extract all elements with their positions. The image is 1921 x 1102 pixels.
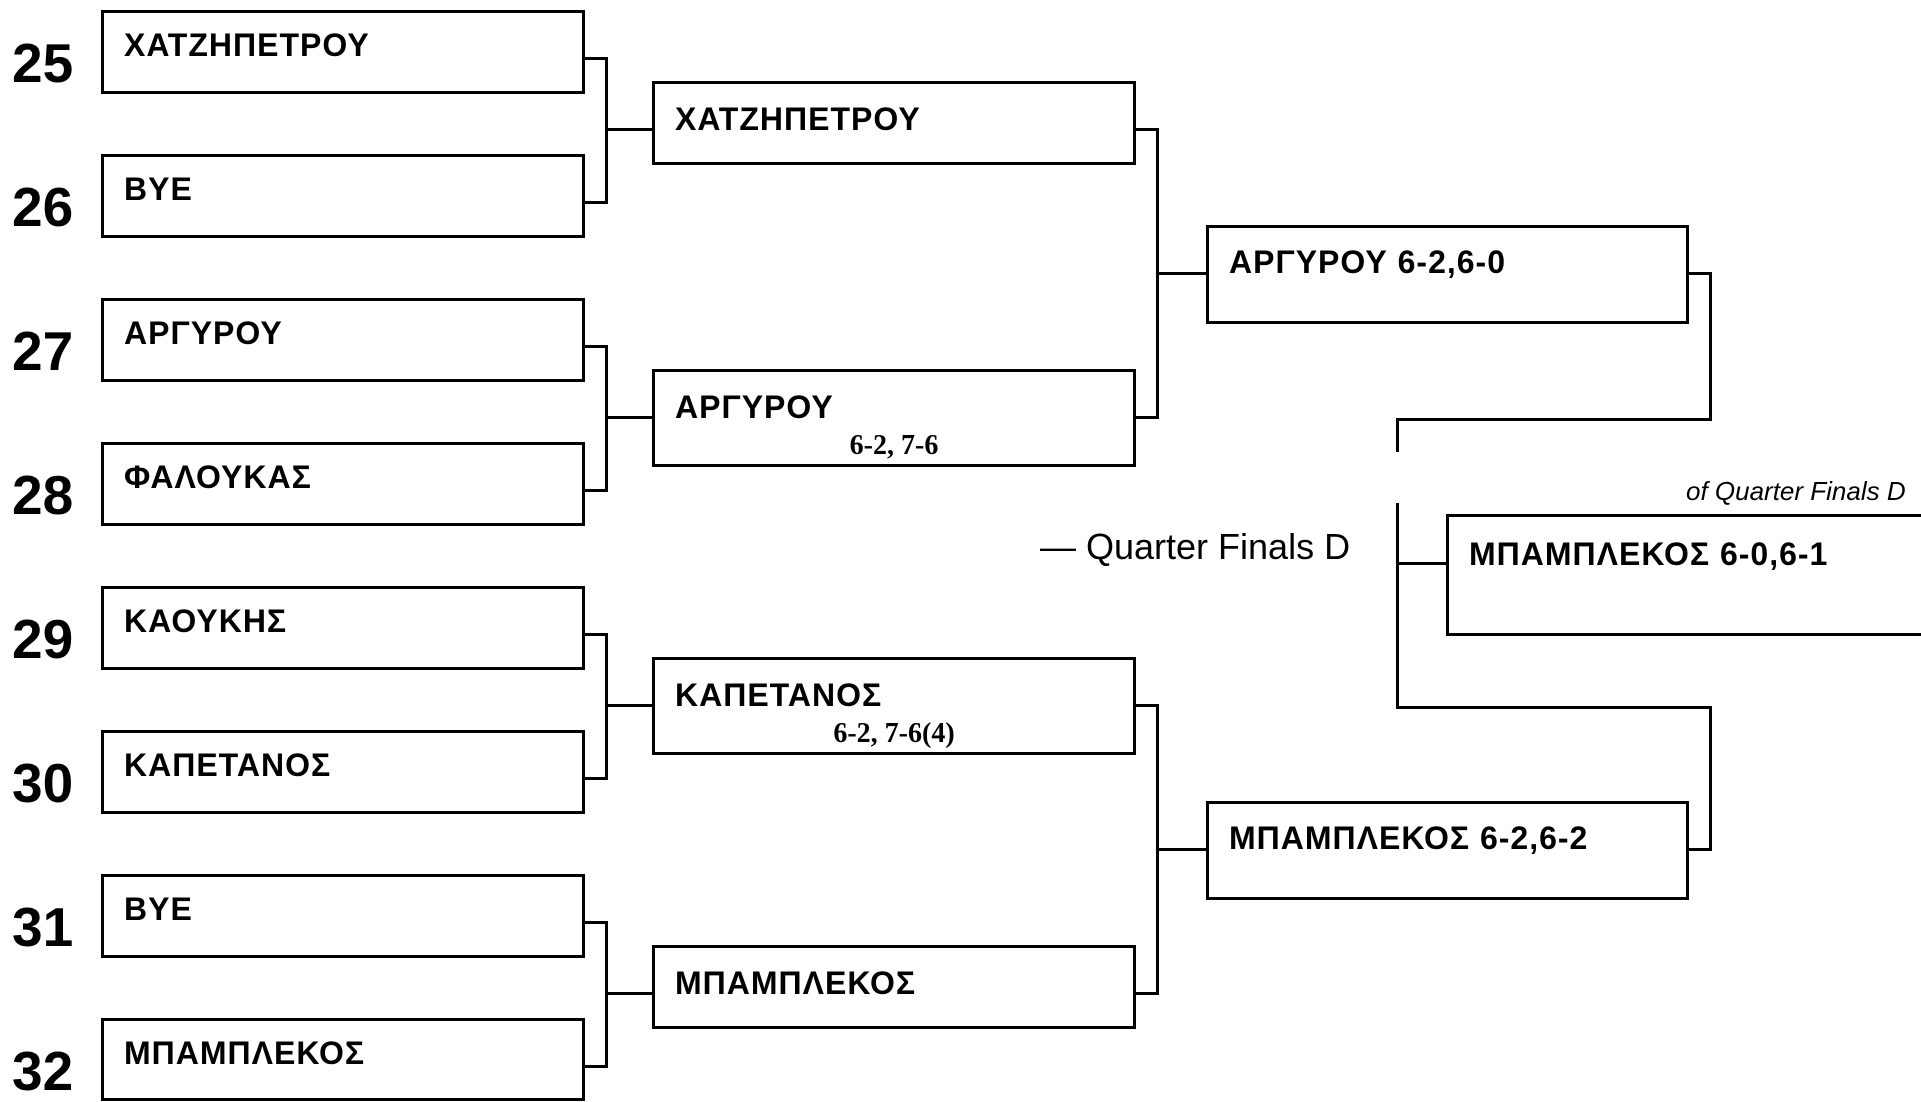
player-name: ΜΠΑΜΠΛΕΚΟΣ 6-2,6-2 <box>1229 820 1589 856</box>
round1-slot-25 <box>101 10 585 94</box>
player-name: ΚΑΠΕΤΑΝΟΣ <box>124 747 332 783</box>
quarter-finals-caption: of Quarter Finals D <box>1686 476 1906 506</box>
round1-slot-30 <box>101 730 585 814</box>
seed-number: 29 <box>12 608 74 670</box>
player-name: ΚΑΟΥΚΗΣ <box>124 603 288 639</box>
match-score: 6-2, 7-6(4) <box>833 718 955 749</box>
player-name: ΑΡΓΥΡΟΥ <box>675 389 834 425</box>
seed-number: 31 <box>12 896 74 958</box>
round2-slot <box>652 945 1136 1029</box>
round3-slot <box>1206 801 1689 900</box>
player-name: ΑΡΓΥΡΟΥ 6-2,6-0 <box>1229 244 1506 280</box>
round2-slot <box>652 369 1136 467</box>
player-name: ΦΑΛΟΥΚΑΣ <box>124 459 312 495</box>
round1-slot-31 <box>101 874 585 958</box>
winner-slot <box>1446 514 1921 636</box>
player-name: BYE <box>124 171 193 207</box>
match-score: 6-2, 7-6 <box>849 430 939 461</box>
round2-slot <box>652 657 1136 755</box>
round1-slot-29 <box>101 586 585 670</box>
round1-slot-28 <box>101 442 585 526</box>
player-name: ΧΑΤΖΗΠΕΤΡΟΥ <box>675 101 921 137</box>
quarter-finals-label: — Quarter Finals D <box>1040 526 1351 567</box>
round2-slot <box>652 81 1136 165</box>
round3-slot <box>1206 225 1689 324</box>
seed-number: 32 <box>12 1040 74 1102</box>
seed-number: 25 <box>12 32 74 94</box>
round1-slot-26 <box>101 154 585 238</box>
player-name: ΜΠΑΜΠΛΕΚΟΣ <box>124 1035 366 1071</box>
seed-number: 27 <box>12 320 74 382</box>
player-name: ΧΑΤΖΗΠΕΤΡΟΥ <box>124 27 370 63</box>
seed-number: 28 <box>12 464 74 526</box>
round1-slot-27 <box>101 298 585 382</box>
player-name: ΜΠΑΜΠΛΕΚΟΣ <box>675 965 917 1001</box>
seed-number: 30 <box>12 752 74 814</box>
player-name: ΑΡΓΥΡΟΥ <box>124 315 283 351</box>
player-name: ΚΑΠΕΤΑΝΟΣ <box>675 677 883 713</box>
round1-slot-32 <box>101 1018 585 1101</box>
winner-name: ΜΠΑΜΠΛΕΚΟΣ 6-0,6-1 <box>1469 536 1829 572</box>
player-name: BYE <box>124 891 193 927</box>
seed-number: 26 <box>12 176 74 238</box>
